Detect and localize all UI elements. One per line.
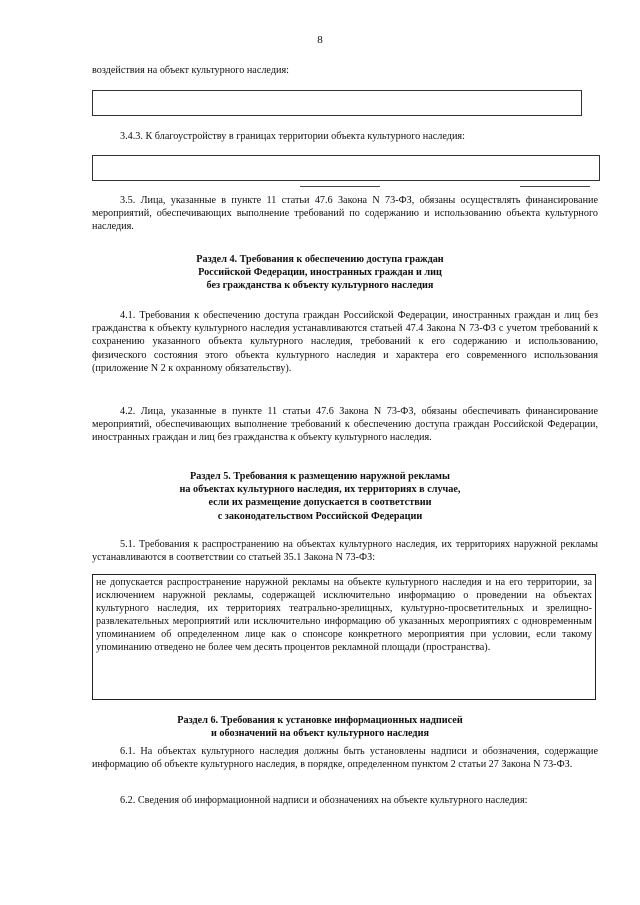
dash-line — [300, 186, 380, 187]
section-6-heading-line: Раздел 6. Требования к установке информационных надписей — [177, 715, 463, 726]
section-5-heading-line: если их размещение допускается в соответствии — [208, 497, 432, 509]
paragraph-intro: воздействия на объект культурного наследия: — [92, 65, 289, 76]
section-5-heading-line: с законодательством Российской Федерации — [217, 510, 423, 522]
section-4-heading-line: Раздел 4. Требования к обеспечению доступа граждан — [196, 254, 444, 265]
page-number: 8 — [317, 34, 323, 46]
input-box-landscaping[interactable] — [92, 155, 600, 181]
section-4-heading-line: без гражданства к объекту культурного наследия — [206, 280, 434, 292]
paragraph-4-1: 4.1. Требования к обеспечению доступа граждан Российской Федерации, иностранных граждан и лиц без гражданства к объекту культурного наследия устанавливаются статьей 47.4 Закона N 73-ФЗ с учетом требований к сохранению указанного объекта культурного наследия, требований к его содержанию и использованию, физического состояния этого объекта культурного наследия и характера его современного использования (приложение N 2 к охранному обязательству). — [92, 310, 598, 374]
paragraph-6-1: 6.1. На объектах культурного наследия должны быть установлены надписи и обозначения, содержащие информацию об объекте культурного наследия, в порядке, определенном пунктом 2 статьи 27 Закона N 73-ФЗ. — [92, 746, 598, 771]
paragraph-3-4-3: 3.4.3. К благоустройству в границах территории объекта культурного наследия: — [120, 131, 465, 142]
paragraph-3-5: 3.5. Лица, указанные в пункте 11 статьи 47.6 Закона N 73-ФЗ, обязаны осуществлять финансирование мероприятий, обеспечивающих выполнение требований по содержанию и использованию объекта культурного наследия. — [92, 195, 598, 233]
paragraph-6-2: 6.2. Сведения об информационной надписи и обозначениях на объекте культурного наследия: — [120, 795, 528, 806]
section-4-heading — [0, 253, 640, 293]
section-6-heading-line: и обозначений на объект культурного наследия — [211, 728, 429, 740]
paragraph-5-1: 5.1. Требования к распространению на объектах культурного наследия, их территориях наружной рекламы устанавливаются в соответствии со статьей 35.1 Закона N 73-ФЗ: — [92, 539, 598, 564]
section-4-heading-line: Российской Федерации, иностранных граждан и лиц — [198, 267, 442, 279]
section-5-heading — [0, 470, 640, 523]
section-5-heading-line: на объектах культурного наследия, их территориях в случае, — [179, 484, 461, 496]
section-5-heading-line: Раздел 5. Требования к размещению наружной рекламы — [190, 471, 450, 482]
section-6-heading — [0, 714, 640, 740]
input-box-impact[interactable] — [92, 90, 582, 116]
paragraph-4-2: 4.2. Лица, указанные в пункте 11 статьи 47.6 Закона N 73-ФЗ, обязаны обеспечивать финансирование мероприятий, обеспечивающих выполнение требований к обеспечению доступа граждан Российской Федерации, иностранных граждан и лиц без гражданства к объекту культурного наследия. — [92, 406, 598, 444]
dash-line — [520, 186, 590, 187]
advertising-requirements-box: не допускается распространение наружной рекламы на объекте культурного наследия и на его территории, за исключением наружной рекламы, содержащей исключительно информацию о проведении на объектах культурного наследия, их территориях театрально-зрелищных, культурно-просветительных и зрелищно-развлекательных мероприятий или исключительно информацию об указанных мероприятиях с одновременным упоминанием об определенном лице как о спонсоре конкретного мероприятия при условии, если такому упоминанию отведено не более чем десять процентов рекламной площади (пространства). — [92, 574, 596, 700]
